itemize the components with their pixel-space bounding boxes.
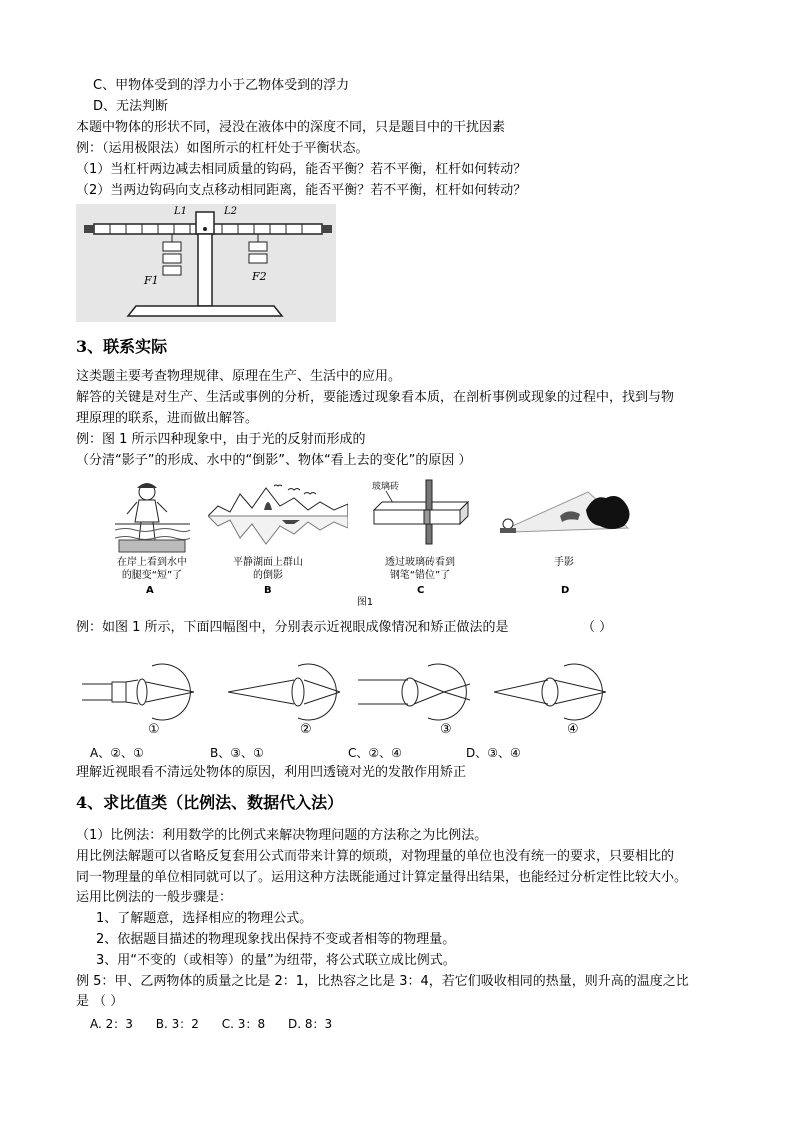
option-c: C、甲物体受到的浮力小于乙物体受到的浮力 [93,78,350,93]
section-4-heading: 4、求比值类（比例法、数据代入法） [76,793,344,812]
section-4-p2a: 用比例法解题可以省略反复套用公式而带来计算的烦琐，对物理量的单位也没有统一的要求，只要相比的 [76,849,675,864]
fig1-a-image [115,478,190,554]
eye-label-4: ④ [567,722,579,737]
eye-label-2: ② [300,722,312,737]
fig1-c-caption: 透过玻璃砖看到 钢笔“错位”了 [385,557,455,581]
fig1-d-image [488,488,636,538]
eye-option-b: B、③、① [210,746,264,760]
eye-note: 理解近视眼看不清远处物体的原因，利用凹透镜对光的发散作用矫正 [76,765,467,780]
section-4-p1: （1）比例法：利用数学的比例式来解决物理问题的方法称之为比例法。 [76,828,488,843]
example-reflection-note: （分清“影子”的形成、水中的“倒影”、物体“看上去的变化”的原因 ） [76,453,472,468]
lever-f1-label: F1 [144,274,159,287]
fig1-c-image [366,478,476,548]
eye-label-1: ① [148,722,160,737]
example-5-choices: A. 2：3 B. 3：2 C. 3：8 D. 8：3 [90,1017,333,1031]
fig1-letter-a: A [146,585,154,596]
fig1-a-caption: 在岸上看到水中 的腿变“短”了 [117,557,187,581]
question-1: （1）当杠杆两边减去相同质量的钩码，能否平衡？若不平衡，杠杆如何转动？ [76,162,527,177]
section-3-p1: 这类题主要考查物理规律、原理在生产、生活中的应用。 [76,369,402,384]
fig1-letter-c: C [417,585,425,596]
eye-diagram-4 [494,660,612,724]
step-3: 3、用“不变的（或相等）的量”为纽带，将公式联立成比例式。 [96,953,456,968]
lever-f2-label: F2 [252,270,267,283]
eye-option-d: D、③、④ [466,746,521,760]
eye-label-3: ③ [440,722,452,737]
answer-blank[interactable]: （ ） [582,620,613,635]
example-5-blank: 是 （ ） [76,994,124,1009]
lever-l2-label: L2 [224,206,238,217]
lever-figure [76,204,336,322]
eye-option-c: C、②、④ [348,746,402,760]
eye-diagram-1 [82,660,200,724]
fig1-letter-b: B [264,585,272,596]
step-1: 1、了解题意，选择相应的物理公式。 [96,911,313,926]
example-lever: 例：（运用极限法）如图所示的杠杆处于平衡状态。 [76,141,369,156]
fig1-b-image [208,480,348,552]
section-3-heading: 3、联系实际 [76,337,168,356]
section-3-p2a: 解答的关键是对生产、生活或事例的分析，要能透过现象看本质，在剖析事例或现象的过程中，找到与物 [76,390,675,405]
step-2: 2、依据题目描述的物理现象找出保持不变或者相等的物理量。 [96,932,456,947]
note-text: 本题中物体的形状不同，浸没在液体中的深度不同，只是题目中的干扰因素 [76,120,506,135]
glass-brick-label: 玻璃砖 [372,482,400,492]
fig1-d-caption: 手影 [554,557,574,568]
option-d: D、无法判断 [93,99,169,114]
question-2: （2）当两边钩码向支点移动相同距离，能否平衡？若不平衡，杠杆如何转动？ [76,183,527,198]
eye-diagram-2 [228,660,346,724]
lever-l1-label: L1 [174,206,188,217]
example-reflection: 例：图 1 所示四种现象中，由于光的反射而形成的 [76,432,366,447]
eye-question-text: 例：如图 1 所示，下面四幅图中，分别表示近视眼成像情况和矫正做法的是 [76,620,509,635]
fig1-b-caption: 平静湖面上群山 的倒影 [233,557,303,581]
eye-diagram-3 [358,660,476,724]
eye-option-a: A、②、① [90,746,144,760]
fig1-title: 图1 [356,597,374,608]
fig1-letter-d: D [561,585,570,596]
section-3-p2b: 理原理的联系，进而做出解答。 [76,411,259,426]
section-4-p3: 运用比例法的一般步骤是： [76,890,233,905]
example-5-text: 例 5：甲、乙两物体的质量之比是 2：1，比热容之比是 3：4，若它们吸收相同的热量，则升高的温度之比 [76,974,689,989]
section-4-p2b: 同一物理量的单位相同就可以了。运用这种方法既能通过计算定量得出结果，也能经过分析定性比较大小。 [76,870,688,885]
